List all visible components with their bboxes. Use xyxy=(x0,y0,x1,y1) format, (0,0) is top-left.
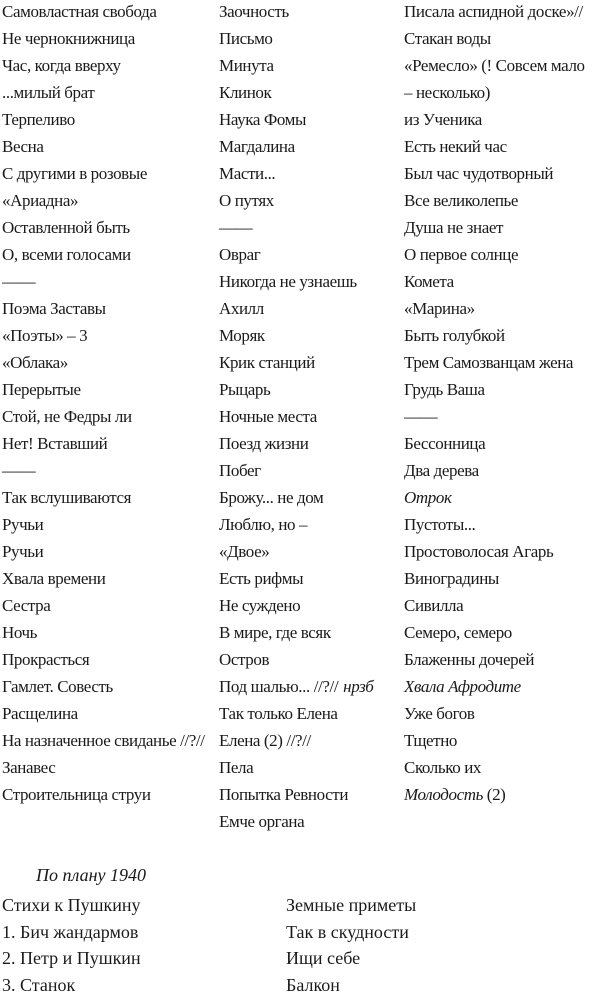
plan-left-item: Стихи к Пушкину xyxy=(2,895,141,915)
title-entry xyxy=(2,56,121,76)
title-entry xyxy=(2,488,131,508)
title-entry xyxy=(219,272,357,292)
title-entry xyxy=(219,56,274,76)
title-entry xyxy=(404,2,583,22)
title-entry xyxy=(2,218,130,238)
title-entry xyxy=(219,650,269,670)
title-entry xyxy=(2,407,132,427)
title-text: Перерытые xyxy=(2,380,81,399)
title-entry xyxy=(219,731,311,751)
plan-right-item: Земные приметы xyxy=(286,895,417,915)
plan-right-item: Балкон xyxy=(286,975,340,995)
title-entry xyxy=(404,623,512,643)
title-text: Ночные места xyxy=(219,407,317,426)
title-entry xyxy=(219,164,275,184)
title-entry xyxy=(2,785,151,805)
plan-heading: По плану 1940 xyxy=(36,865,146,885)
title-text: Стой, не Федры ли xyxy=(2,407,132,426)
title-text: Клинок xyxy=(219,83,272,102)
title-text: Комета xyxy=(404,272,454,291)
title-entry xyxy=(404,515,475,535)
title-entry xyxy=(219,83,271,103)
title-text: С другими в розовые xyxy=(2,164,147,183)
title-entry xyxy=(2,110,75,130)
title-entry xyxy=(404,56,585,76)
title-entry xyxy=(2,542,43,562)
title-text: Масти... xyxy=(219,164,276,183)
title-entry xyxy=(404,785,505,805)
title-text: Люблю, но – xyxy=(219,515,308,534)
title-entry xyxy=(2,245,131,265)
title-text: О, всеми голосами xyxy=(2,245,131,264)
plan-left-item: 3. Станок xyxy=(2,975,76,995)
title-entry xyxy=(2,731,205,751)
title-text: —— xyxy=(404,407,438,426)
plan-left-item: 2. Петр и Пушкин xyxy=(2,948,141,968)
title-entry xyxy=(2,191,78,211)
title-entry xyxy=(219,785,348,805)
title-entry xyxy=(219,623,331,643)
title-text: Не суждено xyxy=(219,596,301,615)
title-entry xyxy=(2,434,107,454)
title-text: Занавес xyxy=(2,758,56,777)
title-entry xyxy=(219,299,264,319)
title-entry xyxy=(2,164,147,184)
title-entry xyxy=(404,488,452,508)
title-entry xyxy=(219,191,274,211)
title-text: —— xyxy=(2,272,36,291)
title-entry xyxy=(219,596,300,616)
title-text: Сивилла xyxy=(404,596,464,615)
title-entry xyxy=(404,353,573,373)
title-entry xyxy=(404,245,518,265)
title-text: Отрок xyxy=(404,488,452,507)
title-entry xyxy=(2,272,35,292)
title-text: Письмо xyxy=(219,29,273,48)
title-entry xyxy=(219,515,307,535)
title-text: – несколько) xyxy=(404,83,491,102)
title-entry xyxy=(2,758,55,778)
plan-right-item: Так в скудности xyxy=(286,922,409,942)
title-text: Есть рифмы xyxy=(219,569,304,588)
title-text: «Двое» xyxy=(219,542,270,561)
title-entry xyxy=(404,380,485,400)
title-text: Так вслушиваются xyxy=(2,488,132,507)
title-text: Быть голубкой xyxy=(404,326,505,345)
title-entry xyxy=(219,245,260,265)
title-entry xyxy=(2,623,37,643)
title-entry xyxy=(404,272,454,292)
title-text: Сестра xyxy=(2,596,51,615)
plan-left-item: 1. Бич жандармов xyxy=(2,922,139,942)
title-suffix: (2) xyxy=(482,785,506,804)
title-entry xyxy=(2,326,87,346)
title-text: Все великолепье xyxy=(404,191,519,210)
title-entry xyxy=(2,299,106,319)
title-entry xyxy=(219,218,252,238)
title-text: О путях xyxy=(219,191,274,210)
title-text: Хвала Афродите xyxy=(404,677,521,696)
title-text: Остров xyxy=(219,650,270,669)
title-entry xyxy=(2,461,35,481)
title-text: Оставленной быть xyxy=(2,218,130,237)
title-text: Уже богов xyxy=(404,704,475,723)
title-text: «Марина» xyxy=(404,299,475,318)
title-entry xyxy=(219,326,265,346)
title-entry xyxy=(404,542,553,562)
title-text: Наука Фомы xyxy=(219,110,307,129)
title-text: Бессонница xyxy=(404,434,486,453)
title-text: Не чернокнижница xyxy=(2,29,135,48)
title-entry xyxy=(404,461,479,481)
title-text: ...милый брат xyxy=(2,83,95,102)
title-text: Трем Самозванцам жена xyxy=(404,353,574,372)
title-text: Писала аспидной доске»// xyxy=(404,2,583,21)
title-entry xyxy=(2,29,135,49)
title-text: Весна xyxy=(2,137,44,156)
title-text: Заочность xyxy=(219,2,289,21)
title-text: Блаженны дочерей xyxy=(404,650,535,669)
title-entry xyxy=(219,677,373,697)
title-entry xyxy=(219,434,308,454)
illegible-note: нрзб xyxy=(343,677,374,696)
title-text: Емче органа xyxy=(219,812,305,831)
title-text: Грудь Ваша xyxy=(404,380,485,399)
title-entry xyxy=(219,704,338,724)
title-text: «Облака» xyxy=(2,353,68,372)
title-entry xyxy=(404,218,503,238)
title-text: Хвала времени xyxy=(2,569,106,588)
title-entry xyxy=(2,515,43,535)
title-entry xyxy=(2,596,50,616)
title-text: Магдалина xyxy=(219,137,295,156)
title-entry xyxy=(219,29,273,49)
title-text: Под шалью... //?// xyxy=(219,677,339,696)
title-text: Никогда не узнаешь xyxy=(219,272,357,291)
title-text: Ручьи xyxy=(2,542,44,561)
title-entry xyxy=(219,542,269,562)
title-text: Так только Елена xyxy=(219,704,338,723)
title-entry xyxy=(219,488,323,508)
title-text: «Ремесло» (! Совсем мало xyxy=(404,56,585,75)
title-text: Рыцарь xyxy=(219,380,271,399)
title-entry xyxy=(404,407,437,427)
title-entry xyxy=(404,110,482,130)
title-entry xyxy=(219,110,306,130)
title-entry xyxy=(404,164,553,184)
title-text: В мире, где всяк xyxy=(219,623,331,642)
title-text: Поэма Заставы xyxy=(2,299,106,318)
title-entry xyxy=(404,83,490,103)
title-text: Стакан воды xyxy=(404,29,491,48)
title-text: Душа не знает xyxy=(404,218,504,237)
title-text: На назначенное свиданье //?// xyxy=(2,731,205,750)
title-entry xyxy=(2,137,44,157)
title-text: О первое солнце xyxy=(404,245,519,264)
title-text: Елена (2) //?// xyxy=(219,731,311,750)
title-entry xyxy=(404,434,485,454)
title-text: Тщетно xyxy=(404,731,457,750)
title-text: Ночь xyxy=(2,623,38,642)
title-entry xyxy=(219,407,317,427)
title-entry xyxy=(219,2,289,22)
title-entry xyxy=(404,191,518,211)
title-entry xyxy=(404,137,507,157)
title-entry xyxy=(2,650,89,670)
title-entry xyxy=(404,29,491,49)
title-text: Гамлет. Совесть xyxy=(2,677,113,696)
title-entry xyxy=(2,704,78,724)
title-entry xyxy=(219,758,253,778)
title-entry xyxy=(404,650,534,670)
title-entry xyxy=(2,2,156,22)
title-text: —— xyxy=(2,461,36,480)
title-text: Час, когда вверху xyxy=(2,56,121,75)
title-text: Семеро, семеро xyxy=(404,623,512,642)
title-entry xyxy=(219,569,303,589)
title-text: Поезд жизни xyxy=(219,434,309,453)
plan-right-item: Ищи себе xyxy=(286,948,361,968)
title-entry xyxy=(2,83,94,103)
title-text: из Ученика xyxy=(404,110,482,129)
title-text: Моряк xyxy=(219,326,265,345)
title-text: Прокрасться xyxy=(2,650,90,669)
title-entry xyxy=(219,353,315,373)
title-entry xyxy=(2,353,68,373)
title-text: Был час чудотворный xyxy=(404,164,554,183)
title-text: Расщелина xyxy=(2,704,78,723)
title-entry xyxy=(2,380,81,400)
title-text: Нет! Вставший xyxy=(2,434,108,453)
title-text: Есть некий час xyxy=(404,137,507,156)
title-text: Самовластная свобода xyxy=(2,2,157,21)
title-text: Минута xyxy=(219,56,274,75)
title-text: Строительница струи xyxy=(2,785,151,804)
title-text: Виноградины xyxy=(404,569,499,588)
title-text: Брожу... не дом xyxy=(219,488,324,507)
title-text: Сколько их xyxy=(404,758,481,777)
title-text: Пустоты... xyxy=(404,515,476,534)
title-entry xyxy=(404,569,499,589)
title-entry xyxy=(404,731,457,751)
title-entry xyxy=(404,758,481,778)
title-text: «Поэты» – 3 xyxy=(2,326,88,345)
title-entry xyxy=(219,137,295,157)
title-text: Побег xyxy=(219,461,261,480)
title-text: Простоволосая Агарь xyxy=(404,542,554,561)
title-entry xyxy=(219,380,270,400)
title-text: Попытка Ревности xyxy=(219,785,349,804)
title-text: Овраг xyxy=(219,245,261,264)
title-text: Ахилл xyxy=(219,299,264,318)
title-text: Крик станций xyxy=(219,353,315,372)
title-entry xyxy=(2,677,113,697)
title-entry xyxy=(2,569,105,589)
title-entry xyxy=(219,812,304,832)
title-entry xyxy=(404,299,475,319)
title-text: «Ариадна» xyxy=(2,191,79,210)
title-entry xyxy=(404,677,521,697)
title-text: —— xyxy=(219,218,253,237)
title-entry xyxy=(219,461,261,481)
title-text: Ручьи xyxy=(2,515,44,534)
title-text: Два дерева xyxy=(404,461,479,480)
title-entry xyxy=(404,704,475,724)
title-text: Молодость xyxy=(404,785,483,804)
title-entry xyxy=(404,596,463,616)
title-text: Терпеливо xyxy=(2,110,75,129)
title-text: Пела xyxy=(219,758,254,777)
title-entry xyxy=(404,326,505,346)
